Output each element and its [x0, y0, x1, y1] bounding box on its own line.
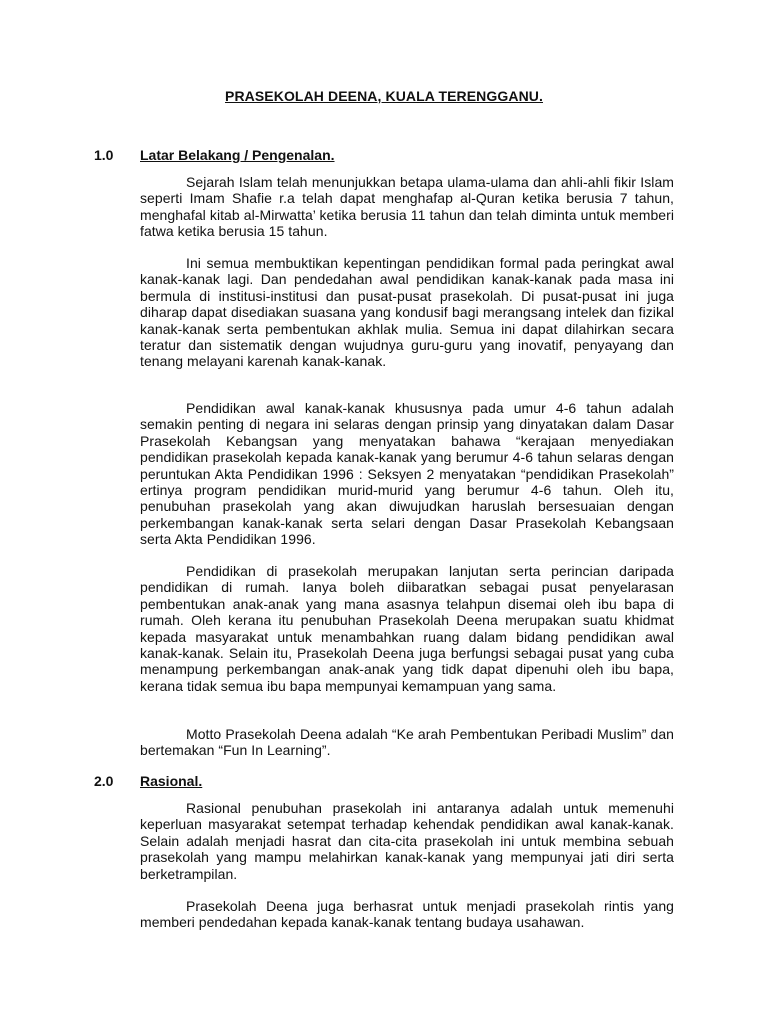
paragraph: Motto Prasekolah Deena adalah “Ke arah Pembentukan Peribadi Muslim” dan bertemakan “Fun In Learning”.	[140, 726, 674, 759]
paragraph: Pendidikan di prasekolah merupakan lanjutan serta perincian daripada pendidikan di rumah. Ianya boleh diibaratkan sebagai pusat penyelarasan pembentukan anak-anak yang mana asasnya telahpun disemai oleh ibu bapa di rumah. Oleh kerana itu penubuhan Prasekolah Deena merupakan suatu khidmat kepada masyarakat untuk menambahkan ruang dalam bidang pendidikan awal kanak-kanak. Selain itu, Prasekolah Deena juga berfungsi sebagai pusat yang cuba menampung perkembangan anak-anak yang tidk dapat dipenuhi oleh ibu bapa, kerana tidak semua ibu bapa mempunyai kemampuan yang sama.	[140, 563, 674, 694]
section-title: Latar Belakang / Pengenalan.	[140, 147, 335, 163]
section-title: Rasional.	[140, 773, 203, 789]
paragraph: Rasional penubuhan prasekolah ini antaranya adalah untuk memenuhi keperluan masyarakat setempat terhadap kehendak pendidikan awal kanak-kanak. Selain adalah menjadi hasrat dan cita-cita prasekolah ini untuk membina sebuah prasekolah yang mampu melahirkan kanak-kanak yang mempunyai jati diri serta berketrampilan.	[140, 800, 674, 882]
document-title: PRASEKOLAH DEENA, KUALA TERENGGANU.	[225, 88, 543, 104]
section-number: 1.0	[94, 147, 114, 163]
paragraph: Prasekolah Deena juga berhasrat untuk menjadi prasekolah rintis yang memberi pendedahan kepada kanak-kanak tentang budaya usahawan.	[140, 898, 674, 931]
paragraph: Pendidikan awal kanak-kanak khususnya pada umur 4-6 tahun adalah semakin penting di negara ini selaras dengan prinsip yang dinyatakan dalam Dasar Prasekolah Kebangsan yang menyatakan bahawa “kerajaan menyediakan pendidikan prasekolah kepada kanak-kanak yang berumur 4-6 tahun selaras dengan peruntukan Akta Pendidikan 1996 : Seksyen 2 menyatakan “pendidikan Prasekolah” ertinya program pendidikan murid-murid yang berumur 4-6 tahun. Oleh itu, penubuhan prasekolah yang akan diwujudkan haruslah bersesuaian dengan perkembangan kanak-kanak serta selari dengan Dasar Prasekolah Kebangsaan serta Akta Pendidikan 1996.	[140, 400, 674, 548]
section-number: 2.0	[94, 773, 114, 789]
paragraph: Sejarah Islam telah menunjukkan betapa ulama-ulama dan ahli-ahli fikir Islam seperti Imam Shafie r.a telah dapat menghafap al-Quran ketika berusia 7 tahun, menghafal kitab al-Mirwatta’ ketika berusia 11 tahun dan telah diminta untuk memberi fatwa ketika berusia 15 tahun.	[140, 174, 674, 240]
paragraph: Ini semua membuktikan kepentingan pendidikan formal pada peringkat awal kanak-kanak lagi. Dan pendedahan awal pendidikan kanak-kanak pada masa ini bermula di institusi-institusi dan pusat-pusat prasekolah. Di pusat-pusat ini juga diharap dapat disediakan suasana yang kondusif bagi merangsang intelek dan fizikal kanak-kanak serta pembentukan akhlak mulia. Semua ini dapat dilahirkan secara teratur dan sistematik dengan wujudnya guru-guru yang inovatif, penyayang dan tenang melayani karenah kanak-kanak.	[140, 255, 674, 370]
